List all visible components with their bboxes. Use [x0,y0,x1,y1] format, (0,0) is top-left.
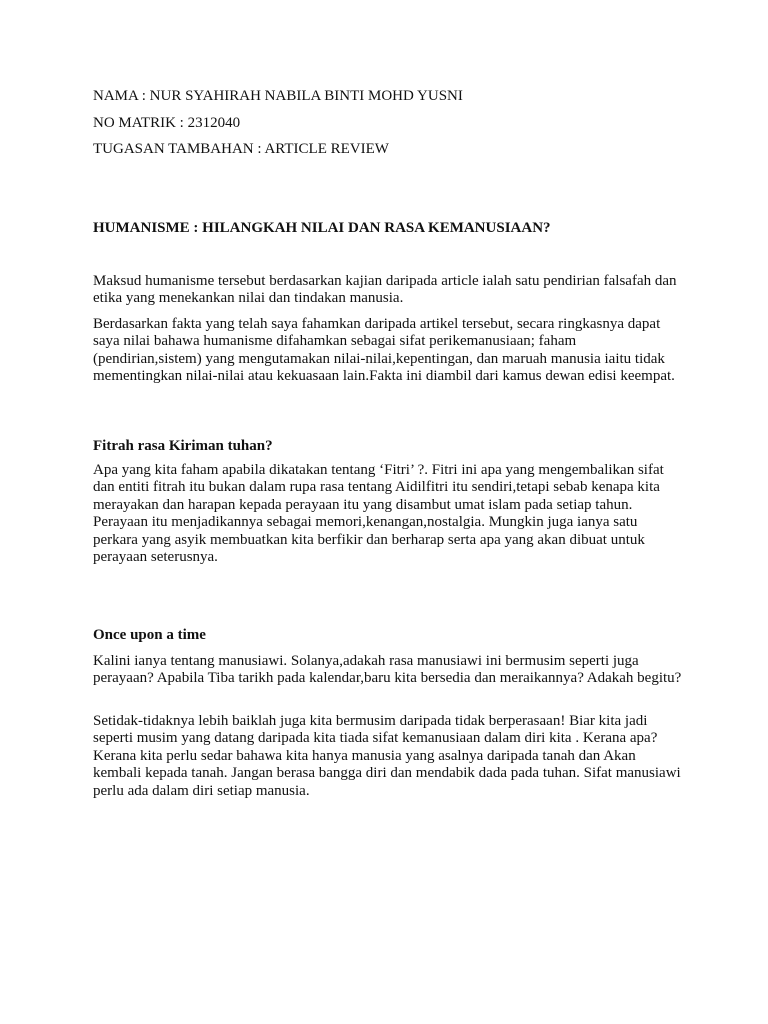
section-heading-once-upon: Once upon a time [93,627,206,643]
section-fitrah-paragraph: Apa yang kita faham apabila dikatakan tentang ‘Fitri’ ?. Fitri ini apa yang mengembalikan sifat dan entiti fitrah itu bukan dalam rupa rasa tentang Aidilfitri itu sendiri,tetapi sebab kenapa kita merayakan dan harapan kepada perayaan itu yang disambut umat islam pada setiap tahun. Perayaan itu menjadikannya sebagai memori,kenangan,nostalgia. Mungkin juga ianya satu perkara yang asyik membuatkan kita berfikir dan berharap serta apa yang akan dibuat untuk perayaan seterusnya. [93,462,664,566]
intro-paragraph-2: Berdasarkan fakta yang telah saya fahamkan daripada artikel tersebut, secara ringkasnya dapat saya nilai bahawa humanisme difahamkan sebagai sifat perikemanusiaan; faham (pendirian,sistem) yang mengutamakan nilai-nilai,kepentingan, dan maruah manusia iaitu tidak mementingkan nilai-nilai atau kekuasaan lain.Fakta ini diambil dari kamus dewan edisi keempat. [93,316,675,385]
student-name: NAMA : NUR SYAHIRAH NABILA BINTI MOHD YUSNI [93,88,463,104]
intro-paragraph-1: Maksud humanisme tersebut berdasarkan kajian daripada article ialah satu pendirian falsafah dan etika yang menekankan nilai dan tindakan manusia. [93,273,677,307]
section-once-paragraph-2: Setidak-tidaknya lebih baiklah juga kita bermusim daripada tidak berperasaan! Biar kita jadi seperti musim yang datang daripada kita tiada sifat kemanusiaan dalam diri kita . Kerana apa? Kerana kita perlu sedar bahawa kita hanya manusia yang asalnya daripada tanah dan Akan kembali kepada tanah. Jangan berasa bangga diri dan mendabik dada pada tuhan. Sifat manusiawi perlu ada dalam diri setiap manusia. [93,713,681,799]
section-once-paragraph-1: Kalini ianya tentang manusiawi. Solanya,adakah rasa manusiawi ini bermusim seperti juga perayaan? Apabila Tiba tarikh pada kalendar,baru kita bersedia dan meraikannya? Adakah begitu? [93,653,682,687]
section-heading-fitrah: Fitrah rasa Kiriman tuhan? [93,438,273,454]
article-title: HUMANISME : HILANGKAH NILAI DAN RASA KEMANUSIAAN? [93,220,551,236]
matric-number: NO MATRIK : 2312040 [93,115,241,131]
assignment-title: TUGASAN TAMBAHAN : ARTICLE REVIEW [93,141,389,157]
